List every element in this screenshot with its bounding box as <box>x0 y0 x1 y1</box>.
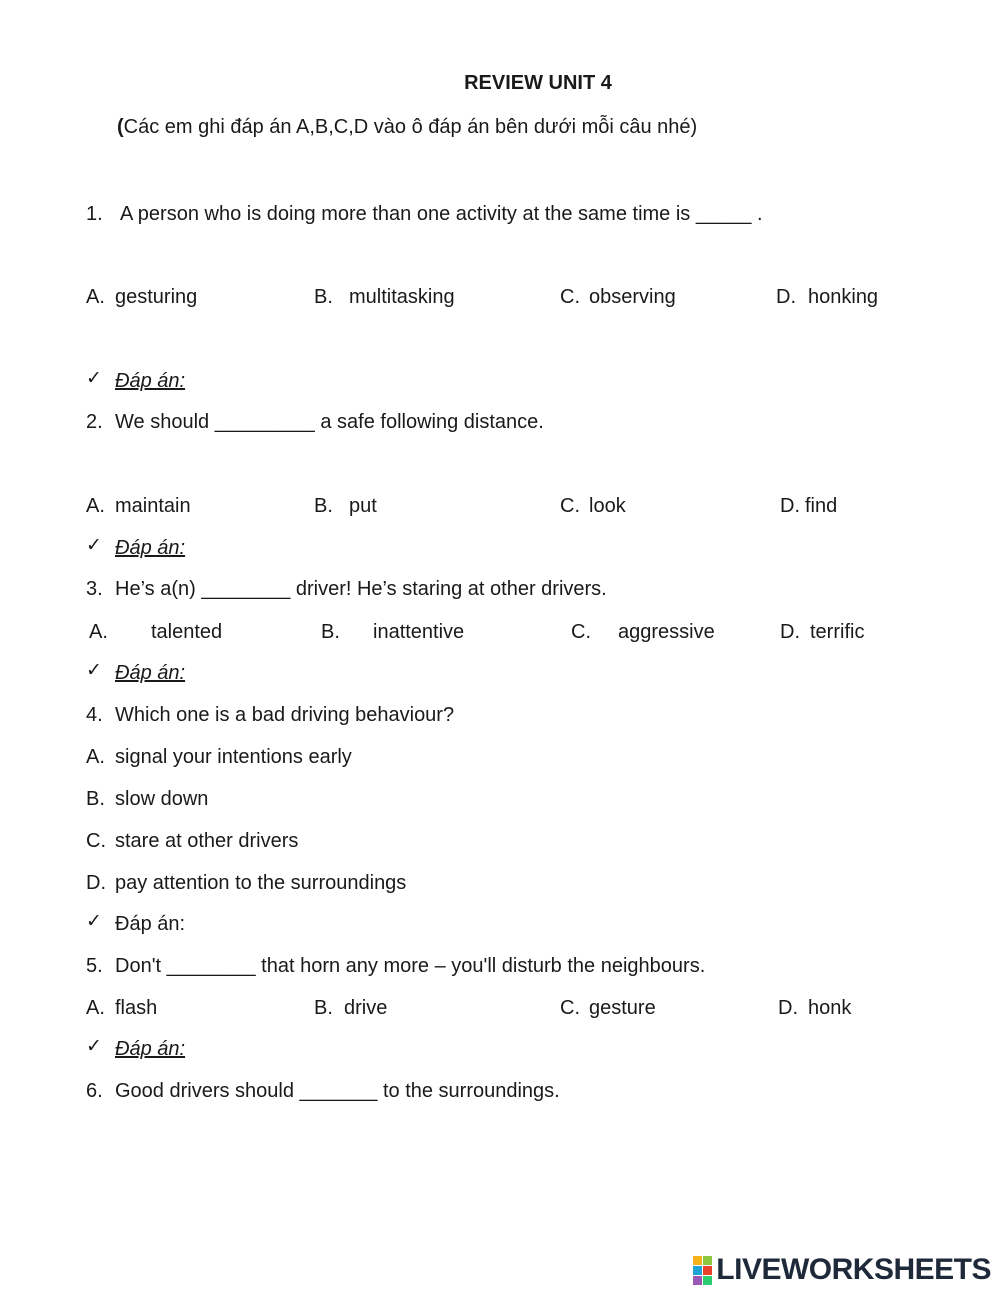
option-c: C. <box>571 621 591 643</box>
option-a: A. <box>86 997 105 1019</box>
checkmark-icon: ✓ <box>86 534 102 556</box>
instruction-body: Các em ghi đáp án A,B,C,D vào ô đáp án bên dưới mỗi câu nhé) <box>123 116 698 138</box>
option-letter: A. <box>86 286 105 308</box>
option-c-text: observing <box>589 286 676 308</box>
option-d-text: terrific <box>810 621 865 643</box>
question-2-number: 2. <box>86 411 103 433</box>
option-a: A. <box>86 495 105 517</box>
question-4-number: 4. <box>86 704 103 726</box>
option-c-text: gesture <box>589 997 656 1019</box>
question-3-text: He’s a(n) ________ driver! He’s staring at other drivers. <box>115 578 607 600</box>
logo-block <box>703 1266 712 1275</box>
question-1-text: A person who is doing more than one activity at the same time is _____ . <box>120 203 763 225</box>
option-c: C. <box>86 830 106 852</box>
option-c-text: stare at other drivers <box>115 830 299 852</box>
liveworksheets-logo <box>693 1255 991 1285</box>
logo-block <box>703 1256 712 1265</box>
option-a-text: flash <box>115 997 158 1019</box>
option-c <box>560 287 580 307</box>
option-b: B. <box>86 788 105 810</box>
question-5-text: Don't ________ that horn any more – you'll disturb the neighbours. <box>115 955 706 977</box>
logo-block <box>693 1256 702 1265</box>
logo-text: LIVEWORKSHEETS <box>716 1253 991 1286</box>
option-d-text: find <box>805 495 838 517</box>
option-letter: D. <box>776 286 796 308</box>
option-a-text: signal your intentions early <box>115 746 352 768</box>
option-a: A. <box>86 746 105 768</box>
question-6-number: 6. <box>86 1080 103 1102</box>
option-c: C. <box>560 997 580 1019</box>
answer-label[interactable]: Đáp án: <box>115 662 186 684</box>
answer-label[interactable]: Đáp án: <box>115 1038 186 1060</box>
option-b-text: inattentive <box>373 621 465 643</box>
checkmark-icon: ✓ <box>86 659 102 681</box>
option-d: D. <box>780 495 800 517</box>
option-letter: B. <box>314 286 333 308</box>
logo-block <box>703 1276 712 1285</box>
question-4-text: Which one is a bad driving behaviour? <box>115 704 455 726</box>
answer-label[interactable]: Đáp án: <box>115 913 186 935</box>
logo-block <box>693 1266 702 1275</box>
option-d-text: honk <box>808 997 852 1019</box>
instruction-text <box>117 117 697 137</box>
option-a-text: maintain <box>115 495 191 517</box>
option-a: A. <box>89 621 108 643</box>
question-3-number: 3. <box>86 578 103 600</box>
option-c-text: aggressive <box>618 621 715 643</box>
option-b <box>314 287 333 307</box>
question-number: 1. <box>86 203 103 225</box>
checkmark-icon: ✓ <box>86 910 102 932</box>
option-b: B. <box>314 997 333 1019</box>
logo-block <box>693 1276 702 1285</box>
question-1 <box>86 204 103 224</box>
option-d: D. <box>86 872 106 894</box>
option-a <box>86 287 105 307</box>
option-a-text: talented <box>151 621 223 643</box>
option-b-text: drive <box>344 997 388 1019</box>
logo-mark-icon <box>693 1256 712 1285</box>
option-b-text: multitasking <box>349 286 455 308</box>
question-2-text: We should _________ a safe following distance. <box>115 411 544 433</box>
answer-label[interactable]: Đáp án: <box>115 370 186 392</box>
option-c: C. <box>560 495 580 517</box>
option-d: D. <box>780 621 800 643</box>
option-a-text: gesturing <box>115 286 198 308</box>
page-title: REVIEW UNIT 4 <box>464 72 612 94</box>
question-6-text: Good drivers should _______ to the surroundings. <box>115 1080 560 1102</box>
option-d: D. <box>778 997 798 1019</box>
option-b: B. <box>321 621 340 643</box>
question-5-number: 5. <box>86 955 103 977</box>
checkmark-icon: ✓ <box>86 1035 102 1057</box>
option-letter: C. <box>560 286 580 308</box>
answer-label[interactable]: Đáp án: <box>115 537 186 559</box>
option-b: B. <box>314 495 333 517</box>
option-d-text: honking <box>808 286 879 308</box>
option-b-text: slow down <box>115 788 209 810</box>
option-d <box>776 287 796 307</box>
option-b-text: put <box>349 495 377 517</box>
option-d-text: pay attention to the surroundings <box>115 872 407 894</box>
instruction-open-paren: ( <box>117 116 124 138</box>
checkmark-icon: ✓ <box>86 367 102 389</box>
option-c-text: look <box>589 495 626 517</box>
